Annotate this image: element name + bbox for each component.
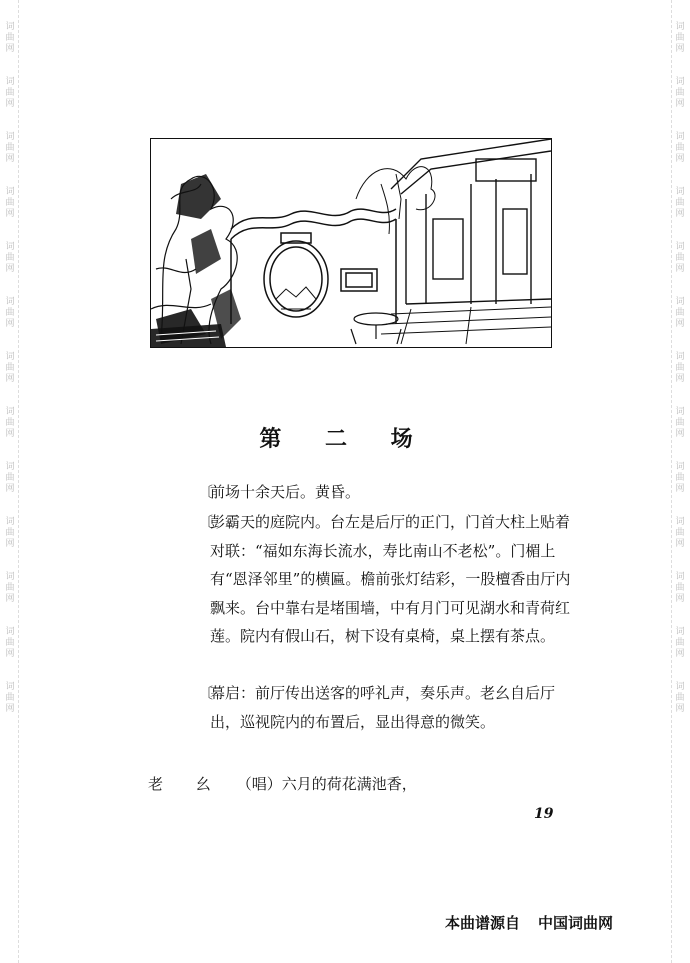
stage-direction-text: 前场十余天后。黄昏。: [210, 483, 361, 501]
watermark-group: [5, 77, 14, 110]
watermark-char: 词: [675, 242, 685, 252]
watermark-char: 词: [5, 77, 15, 87]
watermark-char: 网: [5, 484, 15, 494]
watermark-char: 网: [675, 484, 685, 494]
watermark-char: 词: [675, 22, 685, 32]
watermark-char: 曲: [5, 143, 15, 153]
watermark-group: [5, 572, 14, 605]
watermark-char: 网: [5, 374, 15, 384]
watermark-group: [675, 572, 684, 605]
watermark-group: [5, 132, 14, 165]
watermark-char: 曲: [675, 143, 685, 153]
watermark-char: 曲: [5, 638, 15, 648]
watermark-char: 词: [5, 572, 15, 582]
watermark-char: 曲: [675, 418, 685, 428]
scene-title: 第 二 场: [259, 426, 431, 452]
stage-direction-1: [198, 478, 576, 507]
watermark-char: 词: [5, 22, 15, 32]
watermark-char: 曲: [675, 253, 685, 263]
watermark-char: 词: [675, 187, 685, 197]
watermark-group: [5, 627, 14, 660]
left-watermark-column: [2, 0, 19, 963]
watermark-char: 词: [5, 242, 15, 252]
stage-direction-3: [198, 679, 576, 736]
right-watermark-column: [671, 0, 688, 963]
watermark-char: 网: [5, 594, 15, 604]
watermark-group: [675, 627, 684, 660]
watermark-group: [675, 77, 684, 110]
watermark-char: 词: [675, 297, 685, 307]
watermark-char: 曲: [5, 198, 15, 208]
watermark-char: 网: [675, 99, 685, 109]
watermark-group: [5, 517, 14, 550]
watermark-group: [675, 187, 684, 220]
watermark-group: [5, 352, 14, 385]
watermark-char: 曲: [5, 693, 15, 703]
watermark-char: 网: [675, 374, 685, 384]
watermark-char: 词: [675, 407, 685, 417]
watermark-char: 曲: [675, 33, 685, 43]
watermark-char: 网: [675, 704, 685, 714]
watermark-char: 词: [5, 627, 15, 637]
watermark-char: 曲: [5, 88, 15, 98]
watermark-char: 曲: [675, 88, 685, 98]
stage-direction-text: 幕启：前厅传出送客的呼礼声，奏乐声。老幺自后厅出，巡视院内的布置后，显出得意的微笑。: [210, 684, 556, 731]
watermark-char: 网: [5, 649, 15, 659]
watermark-char: 网: [5, 429, 15, 439]
watermark-char: 词: [5, 462, 15, 472]
watermark-group: [675, 132, 684, 165]
watermark-char: 网: [675, 539, 685, 549]
watermark-char: 词: [675, 572, 685, 582]
watermark-char: 网: [675, 429, 685, 439]
watermark-char: 网: [675, 209, 685, 219]
page-number: 19: [534, 806, 554, 822]
bracket-mark: 〔: [198, 684, 214, 702]
watermark-char: 词: [5, 187, 15, 197]
watermark-group: [5, 682, 14, 715]
watermark-group: [675, 242, 684, 275]
stage-direction-2: [198, 508, 576, 651]
watermark-group: [675, 517, 684, 550]
watermark-char: 网: [675, 649, 685, 659]
source-footer: [445, 912, 613, 933]
watermark-char: 网: [5, 99, 15, 109]
watermark-char: 词: [5, 297, 15, 307]
watermark-char: 曲: [675, 473, 685, 483]
watermark-group: [675, 297, 684, 330]
watermark-char: 网: [5, 539, 15, 549]
watermark-char: 网: [675, 154, 685, 164]
watermark-char: 词: [675, 517, 685, 527]
watermark-char: 曲: [5, 33, 15, 43]
watermark-char: 曲: [675, 528, 685, 538]
watermark-char: 曲: [675, 693, 685, 703]
bracket-mark: 〔: [198, 483, 214, 501]
stage-direction-text: 彭霸天的庭院内。台左是后厅的正门，门首大柱上贴着对联：“福如东海长流水，寿比南山不老松”。门楣上有“恩泽邻里”的横匾。檐前张灯结彩，一股檀香由厅内飘来。台中靠右是堵围墙，中有月门可见湖水和青荷红莲。院内有假山石，树下设有桌椅，桌上摆有茶点。: [210, 513, 571, 645]
watermark-char: 网: [5, 264, 15, 274]
watermark-char: 曲: [5, 473, 15, 483]
watermark-group: [675, 22, 684, 55]
watermark-char: 词: [675, 132, 685, 142]
watermark-char: 网: [675, 264, 685, 274]
watermark-char: 词: [5, 352, 15, 362]
watermark-char: 网: [5, 704, 15, 714]
watermark-char: 曲: [5, 528, 15, 538]
watermark-char: 网: [675, 44, 685, 54]
watermark-group: [5, 297, 14, 330]
watermark-group: [5, 462, 14, 495]
lyric-text: （唱）六月的荷花满池香，: [236, 775, 417, 793]
watermark-char: 曲: [675, 583, 685, 593]
watermark-char: 词: [5, 682, 15, 692]
watermark-char: 曲: [5, 363, 15, 373]
watermark-char: 曲: [675, 638, 685, 648]
watermark-group: [5, 187, 14, 220]
watermark-char: 词: [675, 352, 685, 362]
watermark-char: 曲: [675, 198, 685, 208]
bracket-mark: 〔: [198, 513, 214, 531]
watermark-group: [675, 352, 684, 385]
watermark-char: 词: [5, 132, 15, 142]
watermark-group: [675, 682, 684, 715]
watermark-char: 网: [675, 594, 685, 604]
watermark-char: 网: [675, 319, 685, 329]
watermark-char: 词: [5, 407, 15, 417]
watermark-group: [5, 22, 14, 55]
source-label: 本曲谱源自: [445, 914, 521, 932]
watermark-char: 曲: [5, 583, 15, 593]
watermark-char: 词: [675, 462, 685, 472]
courtyard-drawing: [151, 139, 551, 347]
watermark-char: 词: [5, 517, 15, 527]
speaker-name: 老 幺: [148, 775, 225, 793]
lyric-line: [148, 773, 417, 794]
watermark-char: 词: [675, 627, 685, 637]
watermark-char: 网: [5, 154, 15, 164]
watermark-char: 网: [5, 319, 15, 329]
scene-illustration: [150, 138, 552, 348]
watermark-char: 曲: [675, 363, 685, 373]
watermark-char: 曲: [5, 253, 15, 263]
watermark-char: 曲: [5, 418, 15, 428]
watermark-char: 曲: [5, 308, 15, 318]
watermark-char: 词: [675, 77, 685, 87]
watermark-char: 网: [5, 209, 15, 219]
watermark-char: 网: [5, 44, 15, 54]
watermark-group: [5, 242, 14, 275]
watermark-group: [675, 462, 684, 495]
site-name: 中国词曲网: [538, 914, 614, 932]
watermark-char: 曲: [675, 308, 685, 318]
watermark-char: 词: [675, 682, 685, 692]
